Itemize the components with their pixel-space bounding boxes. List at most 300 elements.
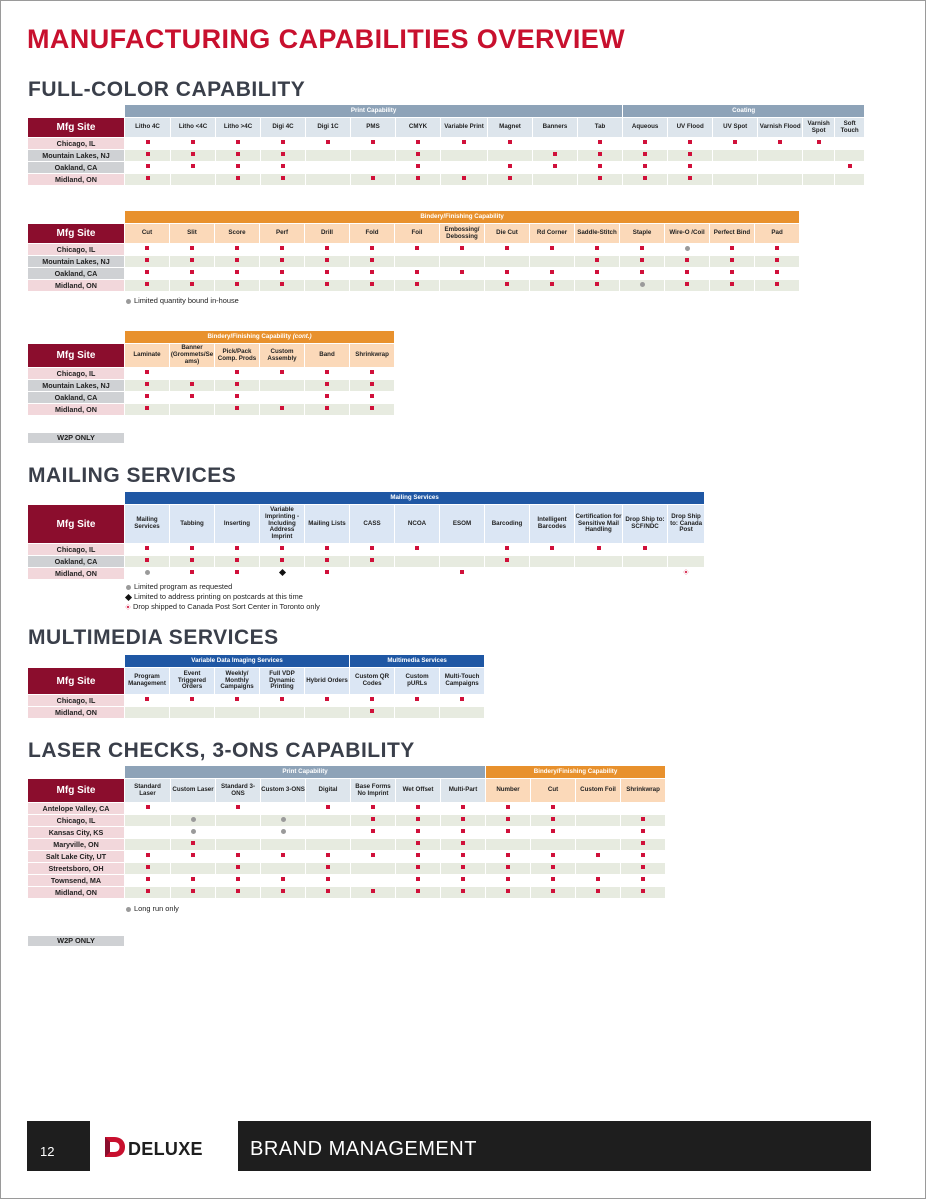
red-square-icon [371, 853, 375, 857]
capability-cell [125, 380, 169, 391]
site-name: Streetsboro, OH [28, 863, 124, 874]
group-spacer [28, 211, 124, 223]
red-square-icon [596, 889, 600, 893]
red-square-icon [235, 570, 239, 574]
capability-cell [125, 404, 169, 415]
capability-cell [215, 556, 259, 567]
capability-cell [171, 162, 215, 173]
capability-cell [171, 875, 215, 886]
red-square-icon [595, 246, 599, 250]
column-header: Shrinkwrap [621, 779, 665, 802]
capability-cell [440, 695, 484, 706]
capability-cell [170, 280, 214, 291]
red-square-icon [325, 570, 329, 574]
capability-cell [125, 839, 170, 850]
capability-cell [351, 162, 395, 173]
capability-cell [305, 368, 349, 379]
capability-cell [803, 174, 834, 185]
group-header [125, 492, 704, 504]
mfg-site-header: Mfg Site [28, 224, 124, 243]
capability-cell [531, 863, 575, 874]
column-header: Mailing Services [125, 505, 169, 543]
capability-cell [621, 887, 665, 898]
red-square-icon [595, 270, 599, 274]
capability-cell [530, 268, 574, 279]
capability-cell [305, 568, 349, 579]
red-square-icon [460, 246, 464, 250]
column-header: Cut [125, 224, 169, 243]
capability-cell [441, 174, 487, 185]
red-square-icon [641, 889, 645, 893]
red-square-icon [506, 853, 510, 857]
group-header-label: Print Capability [282, 767, 328, 775]
red-square-icon [553, 164, 557, 168]
column-header: CASS [350, 505, 394, 543]
capability-cell [440, 256, 484, 267]
red-square-icon [416, 164, 420, 168]
capability-cell [260, 568, 304, 579]
red-square-icon [370, 270, 374, 274]
red-square-icon [461, 853, 465, 857]
site-name: Kansas City, KS [28, 827, 124, 838]
capability-cell [803, 162, 834, 173]
capability-cell [125, 138, 170, 149]
capability-cell [305, 544, 349, 555]
column-header: UV Spot [713, 118, 757, 137]
column-header: Multi-Part [441, 779, 485, 802]
capability-cell [758, 174, 802, 185]
site-name: Mountain Lakes, NJ [28, 256, 124, 267]
capability-cell [395, 244, 439, 255]
capability-cell [665, 268, 709, 279]
table-row [28, 827, 665, 838]
column-header: Soft Touch [835, 118, 864, 137]
capability-cell [306, 162, 350, 173]
site-name: Mountain Lakes, NJ [28, 380, 124, 391]
red-square-icon [508, 140, 512, 144]
capability-cell [125, 174, 170, 185]
capability-cell [215, 392, 259, 403]
capability-cell [261, 839, 305, 850]
red-square-icon [326, 805, 330, 809]
capability-cell [620, 244, 664, 255]
gray-dot-icon [191, 829, 196, 834]
red-square-icon [685, 282, 689, 286]
red-square-icon [595, 258, 599, 262]
mfg-site-header: Mfg Site [28, 505, 124, 543]
capability-cell [396, 827, 440, 838]
capability-cell [396, 887, 440, 898]
red-square-icon [506, 877, 510, 881]
red-square-icon [235, 370, 239, 374]
red-square-icon [236, 152, 240, 156]
red-square-icon [641, 877, 645, 881]
red-square-icon [146, 805, 150, 809]
capability-cell [441, 803, 485, 814]
capability-cell [575, 244, 619, 255]
group-header [486, 766, 665, 778]
red-square-icon [190, 697, 194, 701]
red-square-icon [281, 853, 285, 857]
red-square-icon [280, 282, 284, 286]
gray-dot-icon [126, 907, 131, 912]
red-square-icon [325, 697, 329, 701]
red-square-icon [461, 841, 465, 845]
red-square-icon [235, 270, 239, 274]
red-square-icon [462, 176, 466, 180]
capability-cell [395, 280, 439, 291]
capability-cell [261, 815, 305, 826]
column-header: CMYK [396, 118, 440, 137]
table-row [28, 887, 665, 898]
red-square-icon [416, 829, 420, 833]
red-square-icon [553, 152, 557, 156]
capability-cell [441, 887, 485, 898]
red-square-icon [598, 164, 602, 168]
column-header: Litho <4C [171, 118, 215, 137]
capability-cell [440, 556, 484, 567]
capability-cell [576, 803, 620, 814]
red-square-icon [190, 270, 194, 274]
capability-cell [261, 150, 305, 161]
red-square-icon [146, 853, 150, 857]
capability-cell [305, 695, 349, 706]
column-header: Magnet [488, 118, 532, 137]
group-header-label: Multimedia Services [387, 656, 447, 664]
capability-cell [350, 544, 394, 555]
red-square-icon [550, 270, 554, 274]
capability-cell [350, 368, 394, 379]
column-header: Variable Print [441, 118, 487, 137]
red-square-icon [190, 282, 194, 286]
red-square-icon [190, 246, 194, 250]
red-square-icon [640, 270, 644, 274]
capability-cell [531, 827, 575, 838]
red-square-icon [370, 282, 374, 286]
column-header: Event Triggered Orders [170, 668, 214, 694]
capability-cell [260, 256, 304, 267]
red-square-icon [416, 841, 420, 845]
capability-cell [395, 707, 439, 718]
red-square-icon [551, 829, 555, 833]
capability-cell [575, 568, 622, 579]
capability-cell [665, 280, 709, 291]
capability-cell [260, 268, 304, 279]
w2p-only-label: W2P ONLY [28, 433, 124, 443]
red-square-icon [641, 817, 645, 821]
capability-cell [170, 268, 214, 279]
table-row [28, 150, 864, 161]
column-header: UV Flood [668, 118, 712, 137]
red-square-icon [416, 853, 420, 857]
red-square-icon [550, 246, 554, 250]
capability-cell [170, 244, 214, 255]
capability-cell [576, 815, 620, 826]
capability-cell [216, 174, 260, 185]
mfg-site-header: Mfg Site [28, 118, 124, 137]
capability-cell [576, 863, 620, 874]
capability-cell [260, 392, 304, 403]
red-square-icon [191, 853, 195, 857]
capability-cell [351, 839, 395, 850]
red-square-icon [145, 697, 149, 701]
red-square-icon [325, 370, 329, 374]
capability-cell [216, 851, 260, 862]
red-square-icon [235, 282, 239, 286]
column-header: Tabbing [170, 505, 214, 543]
capability-cell [533, 162, 577, 173]
capability-cell [306, 174, 350, 185]
red-square-icon [596, 853, 600, 857]
red-square-icon [370, 382, 374, 386]
red-square-icon [145, 394, 149, 398]
site-name: Oakland, CA [28, 556, 124, 567]
capability-cell [835, 174, 864, 185]
capability-cell [621, 815, 665, 826]
red-square-icon [326, 889, 330, 893]
site-name: Chicago, IL [28, 244, 124, 255]
red-square-icon [281, 877, 285, 881]
section-title-mailing: MAILING SERVICES [28, 464, 237, 487]
red-square-icon [236, 164, 240, 168]
capability-cell [621, 803, 665, 814]
red-square-icon [145, 282, 149, 286]
capability-cell [170, 556, 214, 567]
column-header: Litho 4C [125, 118, 170, 137]
site-name: Midland, ON [28, 404, 124, 415]
red-square-icon [416, 152, 420, 156]
capability-cell [485, 256, 529, 267]
footnote-text: Drop shipped to Canada Post Sort Center in Toronto only [133, 602, 320, 611]
site-name: Oakland, CA [28, 268, 124, 279]
red-square-icon [235, 406, 239, 410]
capability-cell [216, 150, 260, 161]
red-square-icon [370, 370, 374, 374]
red-square-icon [235, 546, 239, 550]
capability-cell [620, 280, 664, 291]
table-row [28, 707, 484, 718]
red-square-icon [371, 176, 375, 180]
capability-cell [261, 174, 305, 185]
capability-cell [621, 827, 665, 838]
red-square-icon [280, 370, 284, 374]
capability-cell [260, 556, 304, 567]
capability-cell [396, 138, 440, 149]
column-header: Fold [350, 224, 394, 243]
capability-cell [351, 875, 395, 886]
red-square-icon [191, 841, 195, 845]
red-square-icon [775, 258, 779, 262]
red-square-icon [415, 697, 419, 701]
capability-cell [441, 839, 485, 850]
column-header: Shrinkwrap [350, 344, 394, 367]
red-square-icon [733, 140, 737, 144]
capability-cell [171, 803, 215, 814]
column-header: Embossing/ Debossing [440, 224, 484, 243]
red-square-icon [506, 829, 510, 833]
red-square-icon [416, 889, 420, 893]
column-header: Saddle-Stitch [575, 224, 619, 243]
capability-cell [396, 839, 440, 850]
capability-cell [396, 875, 440, 886]
red-square-icon [508, 176, 512, 180]
capability-cell [350, 695, 394, 706]
column-header: Weekly/ Monthly Campaigns [215, 668, 259, 694]
red-square-icon [595, 282, 599, 286]
red-square-icon [506, 889, 510, 893]
table-row [28, 174, 864, 185]
capability-cell [261, 162, 305, 173]
capability-cell [306, 138, 350, 149]
capability-cell [488, 150, 532, 161]
capability-cell [758, 150, 802, 161]
bindery1-table [27, 210, 800, 292]
red-square-icon [146, 140, 150, 144]
capability-cell [350, 380, 394, 391]
group-header-suffix: (cont.) [291, 332, 312, 340]
red-square-icon [643, 140, 647, 144]
column-header: Digi 1C [306, 118, 350, 137]
capability-cell [486, 839, 530, 850]
capability-cell [713, 150, 757, 161]
capability-cell [710, 268, 754, 279]
capability-cell [486, 827, 530, 838]
capability-cell [486, 803, 530, 814]
capability-cell [441, 138, 487, 149]
capability-cell [488, 174, 532, 185]
capability-cell [261, 863, 305, 874]
column-header: Perf [260, 224, 304, 243]
red-square-icon [235, 382, 239, 386]
capability-cell [578, 150, 622, 161]
capability-cell [623, 174, 667, 185]
red-square-icon [506, 865, 510, 869]
red-square-icon [775, 246, 779, 250]
column-header: Drop Ship to: SCF/NDC [623, 505, 667, 543]
column-header: Standard 3-ONS [216, 779, 260, 802]
red-square-icon [146, 152, 150, 156]
capability-cell [171, 138, 215, 149]
capability-cell [486, 875, 530, 886]
red-square-icon [191, 152, 195, 156]
capability-cell [261, 803, 305, 814]
red-square-icon [550, 546, 554, 550]
red-square-icon [371, 829, 375, 833]
capability-cell [835, 162, 864, 173]
red-square-icon [460, 270, 464, 274]
capability-cell [623, 556, 667, 567]
capability-cell [485, 556, 529, 567]
column-header: Full VDP Dynamic Printing [260, 668, 304, 694]
column-header: Perfect Bind [710, 224, 754, 243]
column-header: Rd Corner [530, 224, 574, 243]
table-row [28, 256, 799, 267]
capability-cell [260, 404, 304, 415]
footnote [126, 602, 320, 611]
column-header: Base Forms No Imprint [351, 779, 395, 802]
capability-cell [441, 150, 487, 161]
capability-cell [171, 851, 215, 862]
capability-cell [485, 268, 529, 279]
capability-cell [575, 268, 619, 279]
capability-cell [576, 887, 620, 898]
red-square-icon [145, 546, 149, 550]
capability-cell [530, 544, 574, 555]
capability-cell [531, 851, 575, 862]
capability-cell [623, 150, 667, 161]
capability-cell [533, 138, 577, 149]
capability-cell [351, 827, 395, 838]
column-header: Drill [305, 224, 349, 243]
capability-cell [668, 544, 704, 555]
red-square-icon [640, 246, 644, 250]
red-square-icon [371, 817, 375, 821]
column-header: Standard Laser [125, 779, 170, 802]
page-title: MANUFACTURING CAPABILITIES OVERVIEW [27, 24, 626, 54]
column-header: Mailing Lists [305, 505, 349, 543]
column-header: Inserting [215, 505, 259, 543]
column-header: Custom 3-ONS [261, 779, 305, 802]
column-header: Banner (Grommets/Se ams) [170, 344, 214, 367]
red-square-icon [325, 406, 329, 410]
capability-cell [216, 138, 260, 149]
red-square-icon [508, 164, 512, 168]
capability-cell [215, 280, 259, 291]
capability-cell [758, 162, 802, 173]
gray-dot-icon [685, 246, 690, 251]
group-spacer [28, 766, 124, 778]
table-row [28, 268, 799, 279]
red-square-icon [643, 176, 647, 180]
red-square-icon [145, 258, 149, 262]
capability-cell [531, 839, 575, 850]
capability-cell [170, 256, 214, 267]
red-square-icon [416, 865, 420, 869]
red-square-icon [326, 853, 330, 857]
red-square-icon [370, 246, 374, 250]
capability-cell [713, 138, 757, 149]
capability-cell [486, 887, 530, 898]
red-square-icon [596, 877, 600, 881]
column-header: Varnish Flood [758, 118, 802, 137]
black-diamond-icon [278, 569, 285, 576]
column-header: ESOM [440, 505, 484, 543]
column-header: Banners [533, 118, 577, 137]
column-header: Aqueous [623, 118, 667, 137]
red-square-icon [236, 865, 240, 869]
red-square-icon [551, 853, 555, 857]
capability-cell [306, 851, 350, 862]
column-header: Varnish Spot [803, 118, 834, 137]
gray-dot-icon [145, 570, 150, 575]
red-square-icon [325, 558, 329, 562]
capability-cell [755, 268, 799, 279]
capability-cell [125, 827, 170, 838]
capability-cell [485, 544, 529, 555]
capability-cell [125, 244, 169, 255]
capability-cell [803, 138, 834, 149]
capability-cell [620, 268, 664, 279]
site-name: Midland, ON [28, 887, 124, 898]
capability-cell [533, 150, 577, 161]
capability-cell [306, 827, 350, 838]
capability-cell [488, 162, 532, 173]
capability-cell [623, 138, 667, 149]
capability-cell [306, 863, 350, 874]
site-name: Maryville, ON [28, 839, 124, 850]
gray-dot-icon [281, 829, 286, 834]
capability-cell [261, 827, 305, 838]
